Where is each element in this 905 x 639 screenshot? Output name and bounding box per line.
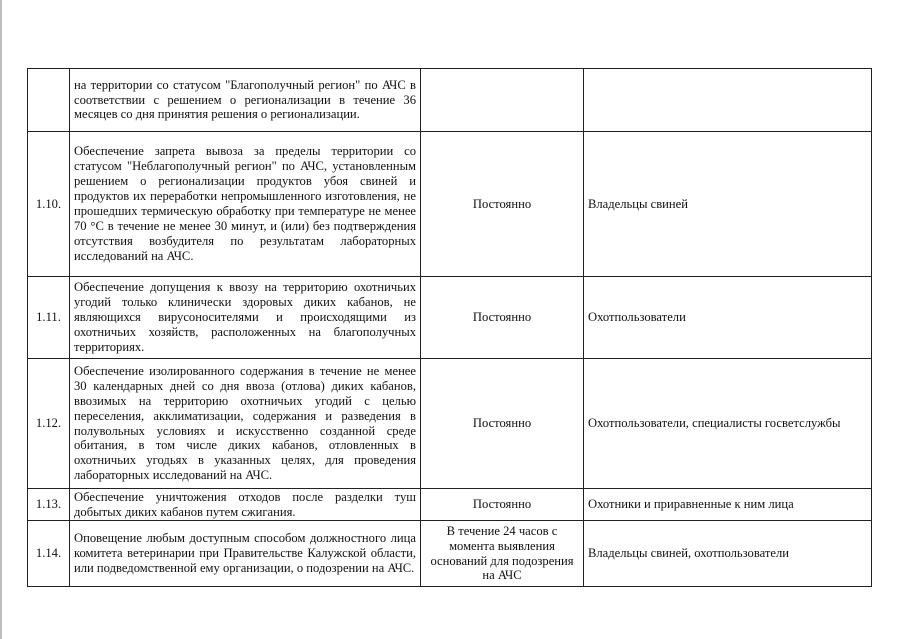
row-responsible: Владельцы свиней (584, 132, 872, 277)
row-description: Обеспечение запрета вывоза за пределы территории со статусом "Неблагополучный регион" по АЧС, установленным решением о регионализации продуктов убоя свиней и продуктов их переработки непромышленного изготовления, не прошедших термическую обработку при температуре не менее 70 °С в течение не менее 30 минут, и (или) без подтверждения отсутствия возбудителя по результатам лабораторных исследований на АЧС. (70, 132, 421, 277)
table-row (28, 489, 872, 521)
row-description: на территории со статусом "Благополучный регион" по АЧС в соответствии с решением о регионализации в течение 36 месяцев со дня принятия решения о регионализации. (70, 69, 421, 132)
page-edge-line (0, 0, 2, 639)
row-term: Постоянно (421, 277, 584, 359)
row-number: 1.12. (28, 359, 70, 489)
table-row (28, 277, 872, 359)
row-term: Постоянно (421, 359, 584, 489)
row-responsible: Охотники и приравненные к ним лица (584, 489, 872, 521)
row-term: В течение 24 часов с момента выявления оснований для подозрения на АЧС (421, 521, 584, 587)
row-description: Обеспечение изолированного содержания в течение не менее 30 календарных дней со дня ввоза (отлова) диких кабанов, ввозимых на территорию охотничьих угодий с целью переселения, акклиматизации, содержания и разведения в полувольных условиях и искусственно созданной среде обитания, в том числе диких кабанов, отловленных в охотничьих угодьях в указанных целях, для проведения лабораторных исследований на АЧС. (70, 359, 421, 489)
row-term: Постоянно (421, 132, 584, 277)
row-responsible: Охотпользователи (584, 277, 872, 359)
row-number: 1.10. (28, 132, 70, 277)
row-responsible (584, 69, 872, 132)
row-term: Постоянно (421, 489, 584, 521)
row-description: Обеспечение допущения к ввозу на территорию охотничьих угодий только клинически здоровых диких кабанов, не являющихся вирусоносителями и происходящими из охотничьих хозяйств, расположенных на благополучных территориях. (70, 277, 421, 359)
row-number: 1.11. (28, 277, 70, 359)
row-number: 1.14. (28, 521, 70, 587)
row-responsible: Владельцы свиней, охотпользователи (584, 521, 872, 587)
measures-table (27, 68, 872, 587)
row-description: Оповещение любым доступным способом должностного лица комитета ветеринарии при Правительстве Калужской области, или подведомственной ему организации, о подозрении на АЧС. (70, 521, 421, 587)
row-responsible: Охотпользователи, специалисты госветслужбы (584, 359, 872, 489)
table-row (28, 132, 872, 277)
row-number: 1.13. (28, 489, 70, 521)
row-number (28, 69, 70, 132)
table-row (28, 359, 872, 489)
table-row (28, 69, 872, 132)
row-description: Обеспечение уничтожения отходов после разделки туш добытых диких кабанов путем сжигания. (70, 489, 421, 521)
row-term (421, 69, 584, 132)
table-row (28, 521, 872, 587)
